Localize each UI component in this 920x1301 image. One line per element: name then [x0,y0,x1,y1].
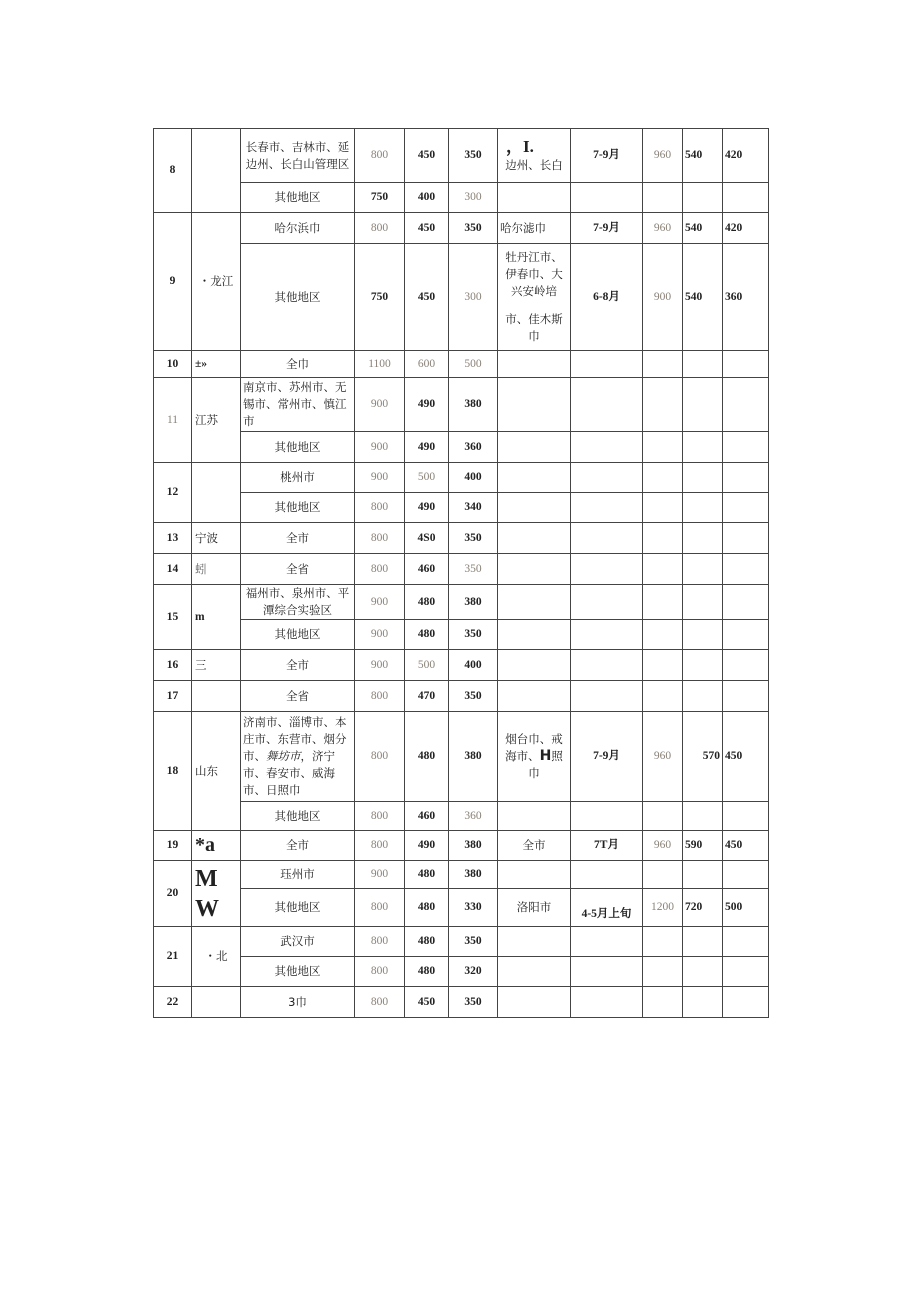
value-cell: 380 [449,831,498,861]
value-cell: 4S0 [405,523,449,554]
area-cell: 全巾 [241,351,355,378]
value-cell: 350 [449,213,498,244]
month-cell: 7-9月 [571,712,643,802]
area-cell: 全市 [241,831,355,861]
special-value-cell: 900 [643,244,683,351]
month-cell: 7-9月 [571,213,643,244]
table-row [154,183,769,213]
province-cell: ・龙江 [192,213,241,351]
special-value-cell: 540 [683,213,723,244]
area-cell: 其他地区 [241,183,355,213]
area-cell: 武汉市 [241,927,355,957]
province-glyph: W [195,895,219,922]
area-cell: 其他地区 [241,244,355,351]
value-cell: 750 [355,244,405,351]
table-row [154,554,769,585]
value-cell: 480 [405,861,449,889]
special-value-cell: 720 [683,889,723,927]
value-cell: 400 [449,650,498,681]
value-cell: 350 [449,620,498,650]
table-row [154,987,769,1018]
special-area-cell: 全市 [498,831,571,861]
special-value-cell: 500 [723,889,769,927]
special-area-cell [498,244,571,351]
table-row [154,213,769,244]
value-cell: 450 [405,213,449,244]
area-cell: 其他地区 [241,493,355,523]
value-cell: 500 [405,650,449,681]
value-cell: 900 [355,620,405,650]
value-cell: 800 [355,554,405,585]
area-cell: 3巾 [241,987,355,1018]
value-cell: 750 [355,183,405,213]
special-value-cell: 540 [683,129,723,183]
value-cell: 450 [405,244,449,351]
row-number: 13 [154,523,192,554]
row-number: 16 [154,650,192,681]
area-cell: 桃州市 [241,463,355,493]
value-cell: 460 [405,802,449,831]
value-cell: 470 [405,681,449,712]
value-cell: 900 [355,861,405,889]
value-cell: 500 [449,351,498,378]
special-area-cell [498,712,571,802]
value-cell: 480 [405,957,449,987]
area-cell: 其他地区 [241,620,355,650]
wage-standard-table [153,128,769,1018]
value-cell: 330 [449,889,498,927]
value-cell: 800 [355,802,405,831]
row-number: 17 [154,681,192,712]
area-cell: 全省 [241,554,355,585]
special-area-glyph: H [539,748,552,764]
value-cell: 340 [449,493,498,523]
row-number: 10 [154,351,192,378]
table-row [154,802,769,831]
value-cell: 800 [355,681,405,712]
area-cell: 其他地区 [241,432,355,463]
table-row [154,831,769,861]
value-cell: 800 [355,831,405,861]
value-cell: 350 [449,681,498,712]
value-cell: 350 [449,129,498,183]
value-cell: 320 [449,957,498,987]
value-cell: 480 [405,620,449,650]
special-value-cell: 420 [723,129,769,183]
month-cell: 7T月 [571,831,643,861]
table-row [154,378,769,432]
table-row [154,927,769,957]
province-cell: ±» [192,351,241,378]
value-cell: 800 [355,493,405,523]
area-text: 济南市、淄博市、本庄市、东营市、烟分市、 [243,715,347,763]
value-cell: 300 [449,183,498,213]
table-row [154,957,769,987]
area-cell: 其他地区 [241,889,355,927]
special-area-text: 牡丹江市、伊春巾、大兴安岭培 [505,250,563,298]
special-value-cell: 450 [723,831,769,861]
special-value-cell: 420 [723,213,769,244]
province-cell: 山东 [192,712,241,831]
province-cell: 宁波 [192,523,241,554]
value-cell: 500 [405,463,449,493]
area-cell: 其他地区 [241,957,355,987]
value-cell: 460 [405,554,449,585]
special-area-cell [498,129,571,183]
special-value-cell: 960 [643,213,683,244]
special-area-cell: 哈尔滤巾 [498,213,571,244]
special-value-cell: 360 [723,244,769,351]
special-area-cell: 洛阳市 [498,889,571,927]
value-cell: 490 [405,831,449,861]
table-row [154,432,769,463]
province-cell [192,129,241,213]
province-cell: 三 [192,650,241,681]
value-cell: 900 [355,378,405,432]
special-value-cell: 590 [683,831,723,861]
value-cell: 800 [355,523,405,554]
province-cell [192,987,241,1018]
row-number: 8 [154,129,192,213]
table-row [154,712,769,802]
table-row [154,585,769,620]
area-cell: 哈尔浜巾 [241,213,355,244]
value-cell: 400 [405,183,449,213]
special-value-cell: 540 [683,244,723,351]
area-cell: 其他地区 [241,802,355,831]
value-cell: 800 [355,957,405,987]
province-cell: *a [192,831,241,861]
row-number: 14 [154,554,192,585]
special-area-glyph: ，I. [506,137,534,156]
special-area-text: 照巾 [528,749,563,780]
value-cell: 600 [405,351,449,378]
special-area-text: 边州、长白 [505,158,563,172]
value-cell: 350 [449,523,498,554]
special-value-cell: 960 [643,831,683,861]
special-area-text: 烟台巾、戒海市、 [505,732,563,763]
value-cell: 490 [405,432,449,463]
table-row [154,463,769,493]
value-cell: 380 [449,861,498,889]
row-number: 21 [154,927,192,987]
province-cell [192,463,241,523]
area-cell [241,712,355,802]
value-cell: 350 [449,554,498,585]
value-cell: 800 [355,987,405,1018]
area-cell: 全市 [241,523,355,554]
value-cell: 350 [449,987,498,1018]
area-cell: 全省 [241,681,355,712]
row-number: 15 [154,585,192,650]
province-cell: 蚓 [192,554,241,585]
special-area-text: 市、佳木斯巾 [505,312,563,343]
value-cell: 800 [355,129,405,183]
table-row [154,493,769,523]
value-cell: 800 [355,213,405,244]
province-cell: 江苏 [192,378,241,463]
area-cell: 南京市、苏州市、无锡市、常州市、慎江市 [241,378,355,432]
month-cell: 7-9月 [571,129,643,183]
special-value-cell: 1200 [643,889,683,927]
month-cell: 6-8月 [571,244,643,351]
value-cell: 900 [355,585,405,620]
value-cell: 490 [405,493,449,523]
value-cell: 800 [355,927,405,957]
row-number: 22 [154,987,192,1018]
value-cell: 800 [355,712,405,802]
month-cell: 4-5月上旬 [571,889,643,927]
value-cell: 380 [449,585,498,620]
table-row [154,351,769,378]
value-cell: 400 [449,463,498,493]
value-cell: 490 [405,378,449,432]
value-cell: 350 [449,927,498,957]
table-row [154,650,769,681]
row-number: 18 [154,712,192,831]
row-number: 11 [154,378,192,463]
area-cell: 珏州市 [241,861,355,889]
table-row [154,681,769,712]
value-cell: 360 [449,802,498,831]
row-number: 12 [154,463,192,523]
row-number: 9 [154,213,192,351]
area-text-italic: 舞坊市 [266,749,301,763]
value-cell: 800 [355,889,405,927]
province-cell: ・北 [192,927,241,987]
table-row [154,244,769,351]
value-cell: 900 [355,650,405,681]
value-cell: 450 [405,987,449,1018]
province-cell [192,861,241,927]
special-value-cell: 450 [723,712,769,802]
province-cell: m [192,585,241,650]
area-text: ，济宁市、春安市、威海市、日照巾 [243,749,335,797]
table-row [154,861,769,889]
value-cell: 380 [449,712,498,802]
value-cell: 480 [405,585,449,620]
table-row [154,523,769,554]
value-cell: 480 [405,927,449,957]
province-glyph: M [195,865,218,892]
province-cell [192,681,241,712]
value-cell: 480 [405,712,449,802]
special-value-cell: 570 [683,712,723,802]
special-value-cell: 960 [643,712,683,802]
value-cell: 380 [449,378,498,432]
value-cell: 450 [405,129,449,183]
special-value-cell: 960 [643,129,683,183]
value-cell: 900 [355,463,405,493]
value-cell: 300 [449,244,498,351]
value-cell: 900 [355,432,405,463]
area-cell: 福州市、泉州市、平潭综合实验区 [241,585,355,620]
area-cell: 长春市、吉林市、延边州、长白山管理区 [241,129,355,183]
value-cell: 360 [449,432,498,463]
area-cell: 全市 [241,650,355,681]
value-cell: 480 [405,889,449,927]
row-number: 19 [154,831,192,861]
table-row [154,889,769,927]
row-number: 20 [154,861,192,927]
table-row [154,129,769,183]
table-row [154,620,769,650]
value-cell: 1100 [355,351,405,378]
